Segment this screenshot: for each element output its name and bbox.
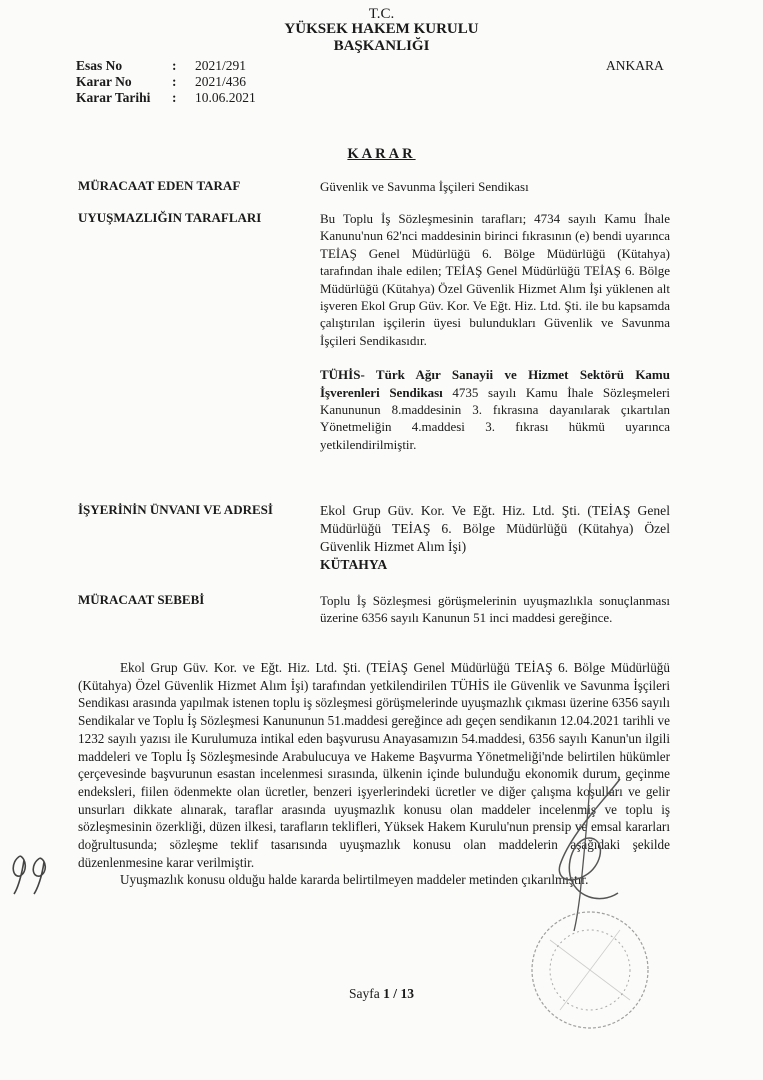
colon: : [172, 90, 177, 105]
karar-label: Karar No [76, 74, 132, 89]
page-separator: / [389, 986, 401, 1001]
official-stamp-icon [500, 900, 660, 1050]
page-prefix: Sayfa [349, 986, 384, 1001]
reason-label: MÜRACAAT SEBEBİ [78, 592, 205, 607]
applicant-label: MÜRACAAT EDEN TARAF [78, 178, 241, 193]
tarih-value: 10.06.2021 [195, 90, 256, 105]
parties-label: UYUŞMAZLIĞIN TARAFLARI [78, 210, 262, 225]
header-tc: T.C. [368, 6, 395, 22]
page-total: 13 [400, 986, 414, 1001]
workplace-city: KÜTAHYA [320, 557, 388, 572]
tarih-label: Karar Tarihi [76, 90, 151, 105]
decision-body [78, 659, 670, 889]
page-current: 1 [383, 986, 390, 1001]
handwritten-initials-icon [6, 848, 66, 898]
parties-paragraph-1: Bu Toplu İş Sözleşmesinin tarafları; 4734 sayılı Kamu İhale Kanunu'nun 62'nci maddesinin birinci fıkrasının (e) bendi uyarınca TEİAŞ Genel Müdürlüğü 6. Bölge Müdürlüğü (Kütahya) tarafından ihale edilen; TEİAŞ Genel Müdürlüğü TEİAŞ 6. Bölge Müdürlüğü (Kütahya) Özel Güvenlik Hizmet Alım İşi yüklenen alt işveren Ekol Grup Güv. Kor. Ve Eğt. Hiz. Ltd. Şti. ile bu kapsamda çalıştırılan işçilerin üyesi bulundukları Güvenlik ve Savunma İşçileri Sendikasıdır. [320, 211, 670, 348]
decision-paragraph-2: Uyuşmazlık konusu olduğu halde kararda belirtilmeyen maddeler metinden çıkarılmıştır. [120, 872, 589, 888]
city: ANKARA [606, 58, 664, 73]
header-presidency: BAŞKANLIĞI [333, 38, 430, 54]
document-title: KARAR [347, 146, 416, 162]
esas-label: Esas No [76, 58, 123, 73]
page-number [0, 986, 763, 1002]
employer-union-name: TÜHİS- Türk Ağır Sanayii ve Hizmet Sektörü Kamu İşverenleri Sendikası [320, 367, 670, 400]
karar-value: 2021/436 [195, 74, 247, 89]
applicant-value: Güvenlik ve Savunma İşçileri Sendikası [320, 179, 529, 194]
workplace-label: İŞYERİNİN ÜNVANI VE ADRESİ [78, 502, 273, 517]
colon: : [172, 74, 177, 89]
decision-paragraph-1: Ekol Grup Güv. Kor. ve Eğt. Hiz. Ltd. Şti. (TEİAŞ Genel Müdürlüğü TEİAŞ 6. Bölge Müdürlüğü (Kütahya) Özel Güvenlik Hizmet Alım İşi) tarafından yetkilendirilen TÜHİS ile Güvenlik ve Savunma İşçileri Sendikası arasında yapılmak istenen toplu iş sözleşmesi görüşmelerinde uyuşmazlık çıkması üzerine 6356 sayılı Sendikalar ve Toplu İş Sözleşmesi Kanununun 51.maddesi gereğince adı geçen sendikanın 12.04.2021 tarihli ve 1232 sayılı yazısı ile Kurulumuza intikal eden başvurusu Anayasamızın 54.maddesi, 6356 sayılı Kanun'un ilgili maddeleri ve Toplu İş Sözleşmesinde Arabulucuya ve Hakeme Başvurma Yönetmeliği'nde belirtilen hükümler çerçevesinde başvurunun esastan incelenmesi sırasında, ülkenin içinde bulunduğu ekonomik durum, geçinme endeksleri, fiilen ödenmekte olan ücretler, benzeri işyerlerindeki ücretler ve diğer çalışma koşulları ve gelir unsurları dikkate alınarak, taraflar arasında uyuşmazlık konusu olan maddeler incelenmiş ve toplu iş sözleşmesinin özerkliği, düzen ilkesi, tarafların teklifleri, Yüksek Hakem Kurulu'nun prensip ve emsal kararları doğrultusunda; sözleşme teklif tasarısında uyuşmazlık konusu olan maddelerin aşağıdaki şekilde düzenlenmesine karar verilmiştir. [78, 660, 670, 870]
workplace-value: Ekol Grup Güv. Kor. Ve Eğt. Hiz. Ltd. Şti. (TEİAŞ Genel Müdürlüğü TEİAŞ 6. Bölge Müdürlüğü (Kütahya) Özel Güvenlik Hizmet Alım İşi) [320, 503, 670, 554]
colon: : [172, 58, 177, 73]
parties-paragraph-2 [320, 366, 670, 453]
workplace-block [320, 502, 670, 574]
esas-value: 2021/291 [195, 58, 247, 73]
parties-block [320, 210, 670, 453]
reason-value: Toplu İş Sözleşmesi görüşmelerinin uyuşmazlıkla sonuçlanması üzerine 6356 sayılı Kanunun 51 inci maddesi gereğince. [320, 593, 670, 626]
header-institution: YÜKSEK HAKEM KURULU [284, 21, 479, 37]
employer-union-text: 4735 sayılı Kamu İhale Sözleşmeleri Kanununun 8.maddesinin 3. fıkrasına dayanılarak çıkartılan Yönetmeliğin 4.maddesi 3. fıkrası hükmü uyarınca yetkilendirilmiştir. [320, 384, 670, 452]
